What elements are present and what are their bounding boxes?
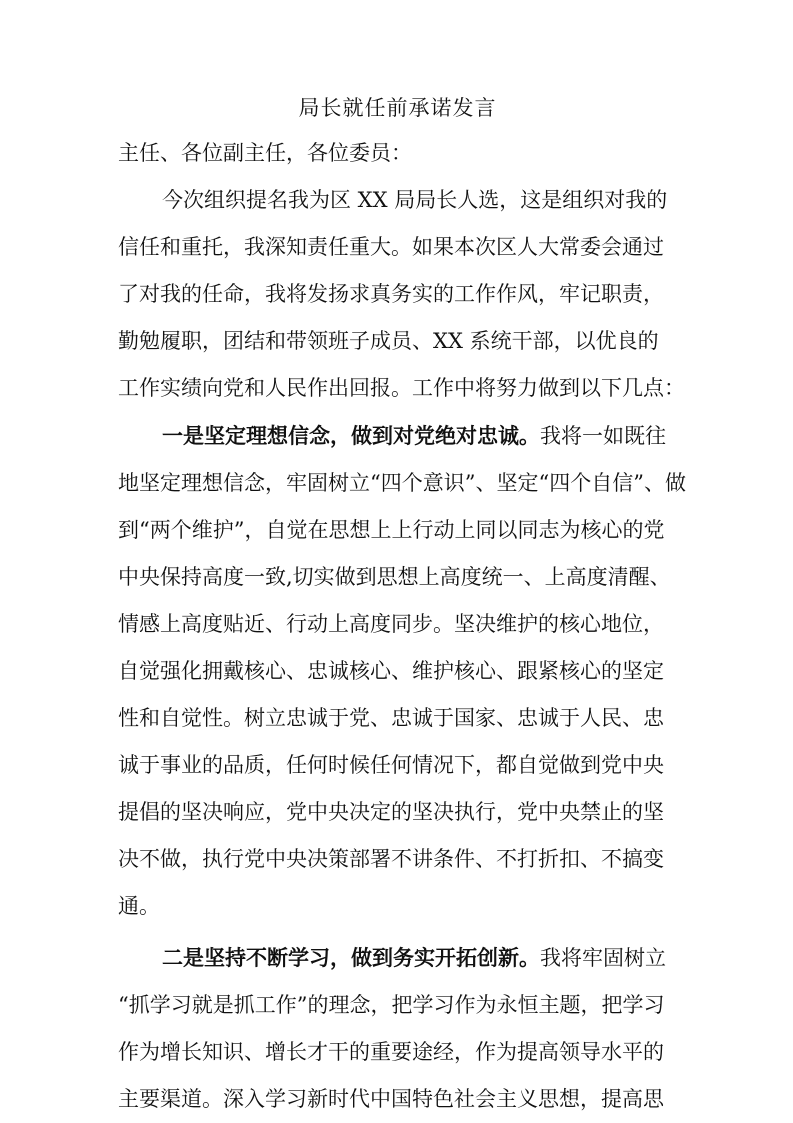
paragraph-line: 地坚定理想信念，牢固树立“四个意识”、坚定“四个自信”、做	[118, 471, 686, 495]
paragraph-line: 作为增长知识、增长才干的重要途经，作为提高领导水平的	[118, 1040, 664, 1064]
paragraph-line: 今次组织提名我为区 XX 局局长人选，这是组织对我的	[162, 188, 668, 212]
paragraph-line: 工作实绩向党和人民作出回报。工作中将努力做到以下几点：	[118, 376, 685, 400]
point-two-heading: 二是坚持不断学习，做到务实开拓创新。	[162, 945, 540, 970]
paragraph-line: 信任和重托，我深知责任重大。如果本次区人大常委会通过	[118, 235, 664, 259]
paragraph-line: 了对我的任命，我将发扬求真务实的工作作风，牢记职责，	[118, 282, 664, 306]
point-one-first-rest: 我将一如既往	[540, 424, 666, 448]
intro-paragraph	[118, 177, 685, 412]
point-two-first-rest: 我将牢固树立	[540, 946, 666, 970]
paragraph-line: 自觉强化拥戴核心、忠诚核心、维护核心、跟紧核心的坚定	[118, 659, 664, 683]
paragraph-line: 主要渠道。深入学习新时代中国特色社会主义思想，提高思	[118, 1087, 664, 1111]
point-one-paragraph	[118, 412, 686, 930]
paragraph-line: “抓学习就是抓工作”的理念，把学习作为永恒主题，把学习	[118, 993, 665, 1017]
paragraph-line: 诚于事业的品质，任何时候任何情况下，都自觉做到党中央	[118, 753, 664, 777]
paragraph-line: 中央保持高度一致,切实做到思想上高度统一、上高度清醒、	[118, 565, 671, 589]
point-two-paragraph	[118, 934, 677, 1123]
document-title: 局长就任前承诺发言	[298, 96, 497, 120]
paragraph-line: 决不做，执行党中央决策部署不讲条件、不打折扣、不搞变	[118, 847, 664, 871]
paragraph-line: 到“两个维护”，自觉在思想上上行动上同以同志为核心的党	[118, 518, 665, 542]
paragraph-line: 情感上高度贴近、行动上高度同步。坚决维护的核心地位，	[118, 612, 664, 636]
salutation: 主任、各位副主任，各位委员：	[118, 141, 412, 165]
paragraph-line: 提倡的坚决响应，党中央决定的坚决执行，党中央禁止的坚	[118, 800, 664, 824]
paragraph-line: 性和自觉性。树立忠诚于党、忠诚于国家、忠诚于人民、忠	[118, 706, 664, 730]
point-one-heading: 一是坚定理想信念，做到对党绝对忠诚。	[162, 423, 540, 448]
paragraph-line: 通。	[118, 894, 160, 918]
paragraph-line: 勤勉履职，团结和带领班子成员、XX 系统干部，以优良的	[118, 329, 659, 353]
paragraph-first-line	[118, 934, 677, 982]
paragraph-first-line	[118, 412, 677, 460]
